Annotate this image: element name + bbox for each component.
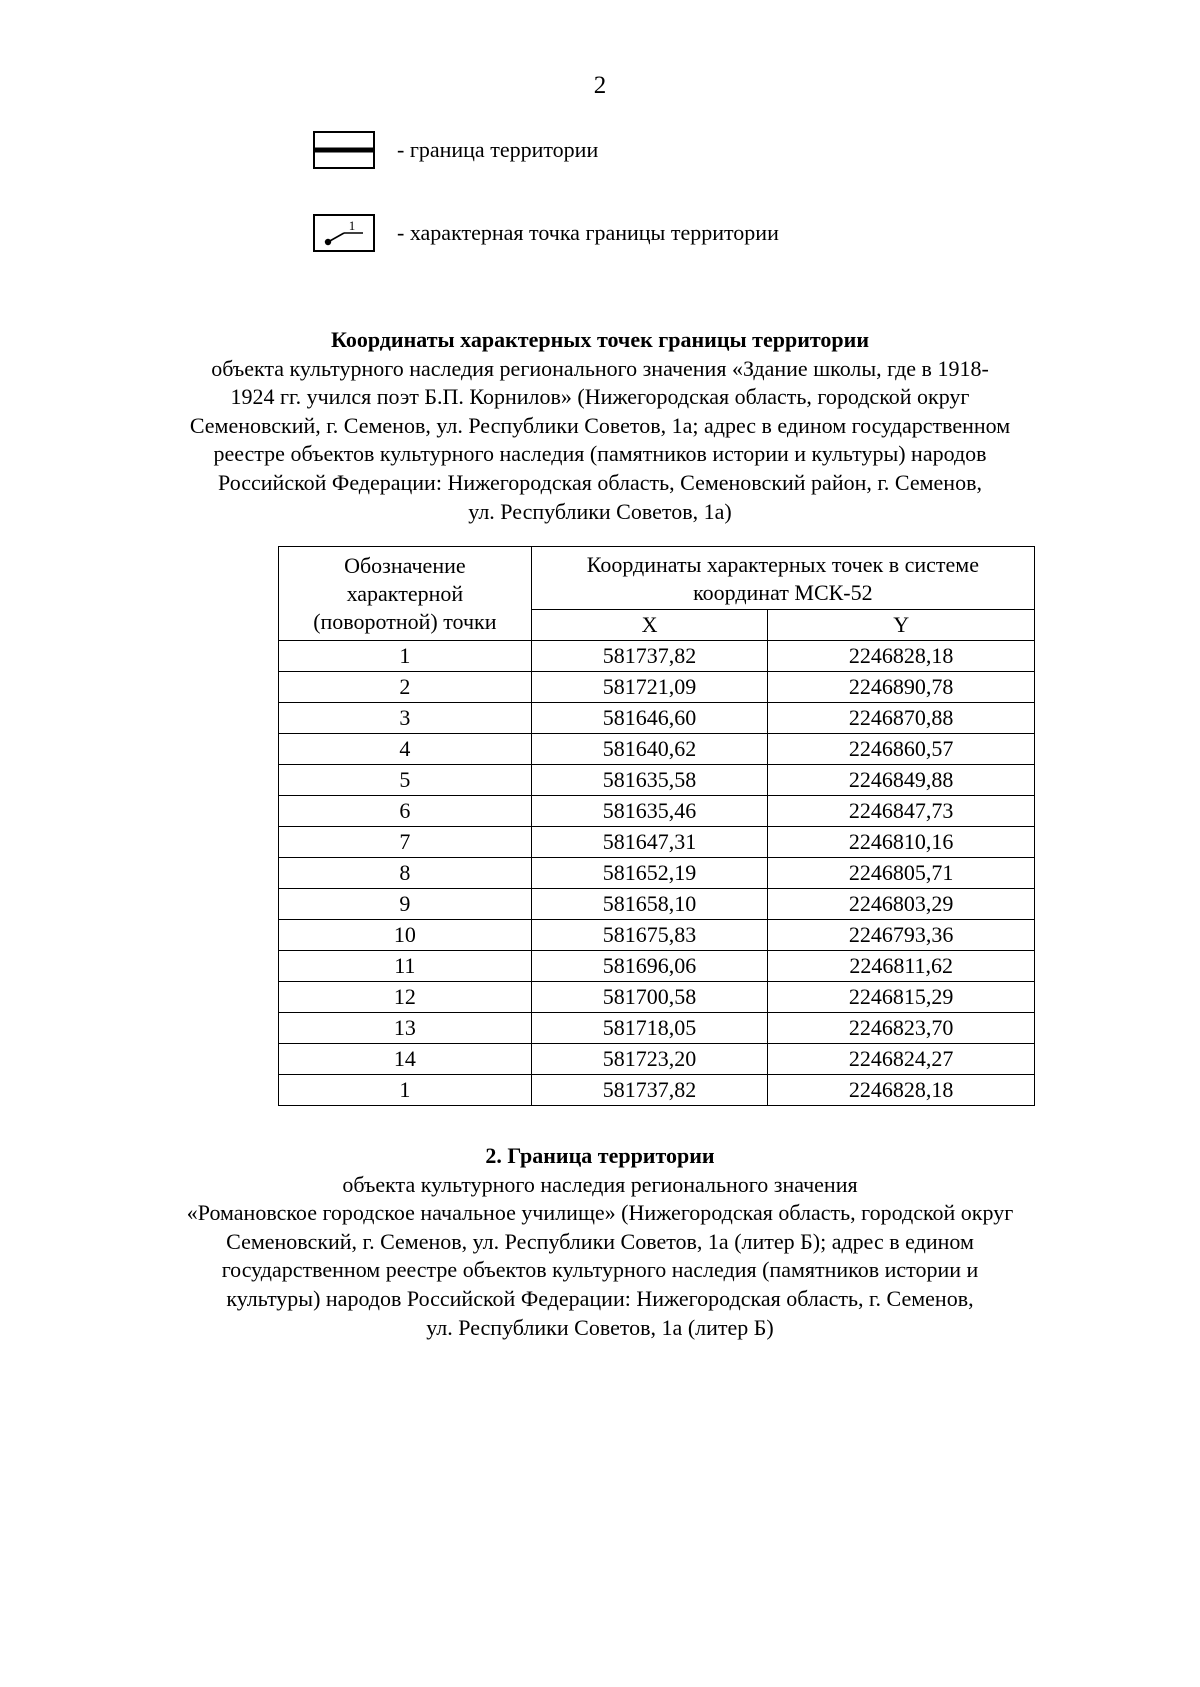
page-number: 2: [593, 72, 607, 99]
cell-y: 2246849,88: [768, 765, 1035, 796]
cell-y: 2246810,16: [768, 827, 1035, 858]
cell-point: 13: [279, 1013, 532, 1044]
header-point-designation: Обозначение характерной (поворотной) точки: [279, 547, 532, 641]
header-coordinates: Координаты характерных точек в системе координат МСК-52: [531, 547, 1034, 610]
cell-y: 2246860,57: [768, 734, 1035, 765]
title-line: Семеновский, г. Семенов, ул. Республики Советов, 1а; адрес в едином государственном: [189, 412, 1011, 438]
cell-x: 581652,19: [531, 858, 768, 889]
cell-y: 2246815,29: [768, 982, 1035, 1013]
cell-y: 2246824,27: [768, 1044, 1035, 1075]
cell-x: 581640,62: [531, 734, 768, 765]
cell-x: 581635,46: [531, 796, 768, 827]
section-2-line: Семеновский, г. Семенов, ул. Республики Советов, 1а (литер Б); адрес в едином: [226, 1228, 974, 1254]
cell-point: 4: [279, 734, 532, 765]
cell-x: 581737,82: [531, 1075, 768, 1106]
cell-x: 581721,09: [531, 672, 768, 703]
section-2-line: культуры) народов Российской Федерации: Нижегородская область, г. Семенов,: [226, 1285, 974, 1311]
cell-x: 581675,83: [531, 920, 768, 951]
cell-x: 581737,82: [531, 641, 768, 672]
cell-x: 581635,58: [531, 765, 768, 796]
boundary-line-icon: [313, 131, 375, 169]
cell-y: 2246805,71: [768, 858, 1035, 889]
section-2-line: ул. Республики Советов, 1а (литер Б): [426, 1314, 774, 1340]
cell-x: 581658,10: [531, 889, 768, 920]
cell-point: 5: [279, 765, 532, 796]
cell-point: 9: [279, 889, 532, 920]
table-row: [279, 1013, 1035, 1044]
table-row: [279, 641, 1035, 672]
coordinates-table: [278, 546, 1035, 1106]
table-row: [279, 827, 1035, 858]
cell-point: 10: [279, 920, 532, 951]
table-row: [279, 951, 1035, 982]
cell-point: 2: [279, 672, 532, 703]
title-line: Российской Федерации: Нижегородская область, Семеновский район, г. Семенов,: [218, 469, 982, 495]
cell-x: 581646,60: [531, 703, 768, 734]
title-line: 1924 гг. учился поэт Б.П. Корнилов» (Нижегородская область, городской округ: [230, 384, 970, 410]
legend-item-point: [313, 213, 779, 253]
table-row: [279, 1075, 1035, 1106]
table-row: [279, 672, 1035, 703]
cell-point: 12: [279, 982, 532, 1013]
section-2-heading: 2. Граница территории: [485, 1143, 715, 1168]
cell-y: 2246811,62: [768, 951, 1035, 982]
cell-point: 1: [279, 641, 532, 672]
title-line: ул. Республики Советов, 1а): [468, 498, 732, 524]
cell-point: 8: [279, 858, 532, 889]
cell-point: 14: [279, 1044, 532, 1075]
cell-y: 2246890,78: [768, 672, 1035, 703]
header-x: X: [531, 610, 768, 641]
cell-y: 2246828,18: [768, 1075, 1035, 1106]
legend-label-boundary: - граница территории: [397, 137, 599, 162]
legend-item-boundary: [313, 130, 598, 170]
table-row: [279, 920, 1035, 951]
cell-y: 2246847,73: [768, 796, 1035, 827]
cell-x: 581647,31: [531, 827, 768, 858]
table-row: [279, 734, 1035, 765]
cell-x: 581718,05: [531, 1013, 768, 1044]
point-symbol-label: 1: [348, 218, 356, 233]
table-row: [279, 765, 1035, 796]
section-2-line: государственном реестре объектов культурного наследия (памятников истории и: [221, 1257, 979, 1283]
section-2: [140, 1142, 1060, 1342]
legend-label-point: - характерная точка границы территории: [397, 220, 779, 245]
cell-point: 3: [279, 703, 532, 734]
cell-y: 2246828,18: [768, 641, 1035, 672]
title-line: реестре объектов культурного наследия (памятников истории и культуры) народов: [213, 441, 987, 467]
cell-point: 7: [279, 827, 532, 858]
table-row: [279, 889, 1035, 920]
cell-y: 2246793,36: [768, 920, 1035, 951]
table-row: [279, 1044, 1035, 1075]
cell-x: 581723,20: [531, 1044, 768, 1075]
cell-point: 6: [279, 796, 532, 827]
coordinates-heading: Координаты характерных точек границы территории: [330, 327, 870, 352]
boundary-point-icon: [313, 214, 375, 252]
coordinates-title: [140, 326, 1060, 526]
title-line: объекта культурного наследия регионального значения «Здание школы, где в 1918-: [211, 355, 989, 381]
cell-y: 2246870,88: [768, 703, 1035, 734]
section-2-line: «Романовское городское начальное училище» (Нижегородская область, городской округ: [186, 1200, 1014, 1226]
table-row: [279, 796, 1035, 827]
cell-point: 11: [279, 951, 532, 982]
table-row: [279, 703, 1035, 734]
header-y: Y: [768, 610, 1035, 641]
section-2-line: объекта культурного наследия регионального значения: [342, 1171, 858, 1197]
cell-y: 2246823,70: [768, 1013, 1035, 1044]
cell-x: 581700,58: [531, 982, 768, 1013]
cell-x: 581696,06: [531, 951, 768, 982]
table-row: [279, 858, 1035, 889]
table-row: [279, 982, 1035, 1013]
cell-point: 1: [279, 1075, 532, 1106]
cell-y: 2246803,29: [768, 889, 1035, 920]
